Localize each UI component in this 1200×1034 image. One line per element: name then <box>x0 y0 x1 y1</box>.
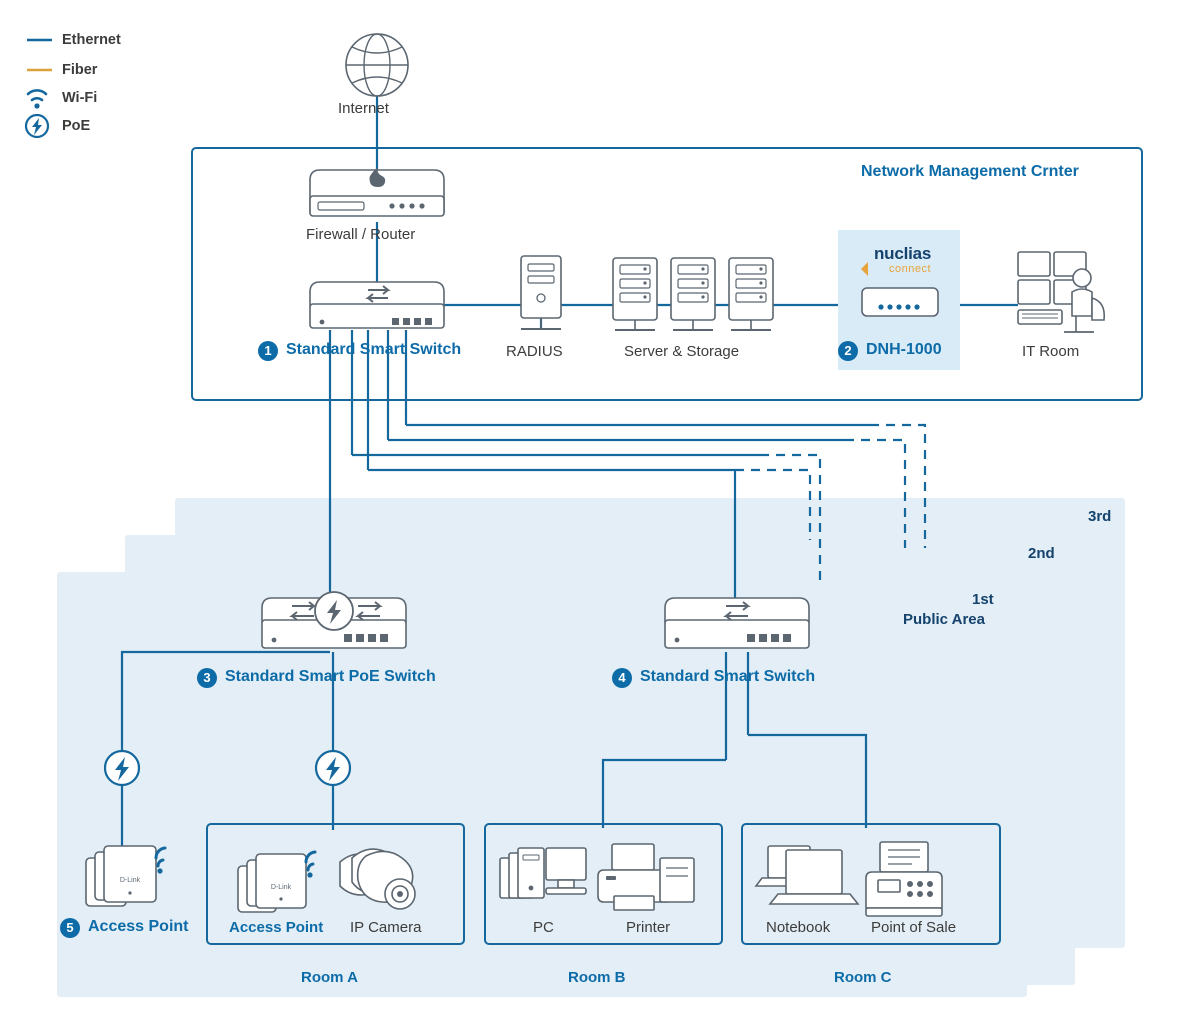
room-a-label: Room A <box>301 969 358 986</box>
room-a-access-point-icon <box>238 852 315 912</box>
badge-5: 5 <box>60 918 80 938</box>
room-a-device-label-ip-camera: IP Camera <box>350 919 422 936</box>
floor-label-1st-sub: Public Area <box>903 611 985 628</box>
server-storage-label: Server & Storage <box>624 343 740 360</box>
room-c-device-label-notebook: Notebook <box>766 919 831 936</box>
room-c-device-label-point-of-sale: Point of Sale <box>871 919 957 936</box>
standard-smart-switch-1-icon <box>310 282 444 328</box>
pc-icon <box>500 848 586 898</box>
standard-smart-poe-switch-label: Standard Smart PoE Switch <box>225 668 436 685</box>
badge-3: 3 <box>197 668 217 688</box>
outside-access-point-icon <box>86 846 165 906</box>
standard-smart-switch-4-label: Standard Smart Switch <box>640 668 816 685</box>
legend-label-poe: PoE <box>62 118 91 134</box>
standard-smart-poe-switch-icon <box>262 592 406 648</box>
internet-icon <box>346 34 408 96</box>
badge-2: 2 <box>838 341 858 361</box>
nuclias-brand-label: nuclias <box>874 244 932 263</box>
room-a-device-label-access-point: Access Point <box>229 919 324 936</box>
it-room-icon <box>1018 252 1104 332</box>
room-c-label: Room C <box>834 969 892 986</box>
internet-label: Internet <box>338 100 389 117</box>
legend-label-wifi: Wi-Fi <box>62 90 98 106</box>
firewall-router-label: Firewall / Router <box>306 226 416 243</box>
room-b-device-label-pc: PC <box>533 919 554 936</box>
radius-label: RADIUS <box>506 343 563 360</box>
badge-4: 4 <box>612 668 632 688</box>
nmc-title: Network Management Crnter <box>861 163 1079 180</box>
dnh-1000-label: DNH-1000 <box>866 341 942 358</box>
poe-marker-1-icon <box>105 751 139 785</box>
badge-1: 1 <box>258 341 278 361</box>
outside-access-point-label: Access Point <box>88 918 189 935</box>
poe-marker-2-icon <box>316 751 350 785</box>
standard-smart-switch-1-label: Standard Smart Switch <box>286 341 462 358</box>
radius-server-icon <box>521 256 561 329</box>
floor-label-3rd: 3rd <box>1088 508 1112 525</box>
legend-wifi-icon <box>28 90 46 108</box>
room-b-label: Room B <box>568 969 626 986</box>
standard-smart-switch-4-icon <box>665 598 809 648</box>
legend-poe-icon <box>26 115 48 137</box>
floor-label-2nd: 2nd <box>1028 545 1055 562</box>
legend-label-fiber: Fiber <box>62 62 98 78</box>
room-b-device-label-printer: Printer <box>626 919 671 936</box>
server-storage-icon <box>613 258 773 330</box>
legend-label-ethernet: Ethernet <box>62 32 121 48</box>
nuclias-brand-sub-label: connect <box>889 263 932 275</box>
floor-label-1st: 1st <box>972 591 994 608</box>
svg-text:D-Link: D-Link <box>119 877 141 884</box>
firewall-router-icon <box>310 167 444 216</box>
svg-text:D-Link: D-Link <box>270 884 292 891</box>
it-room-label: IT Room <box>1022 343 1080 360</box>
